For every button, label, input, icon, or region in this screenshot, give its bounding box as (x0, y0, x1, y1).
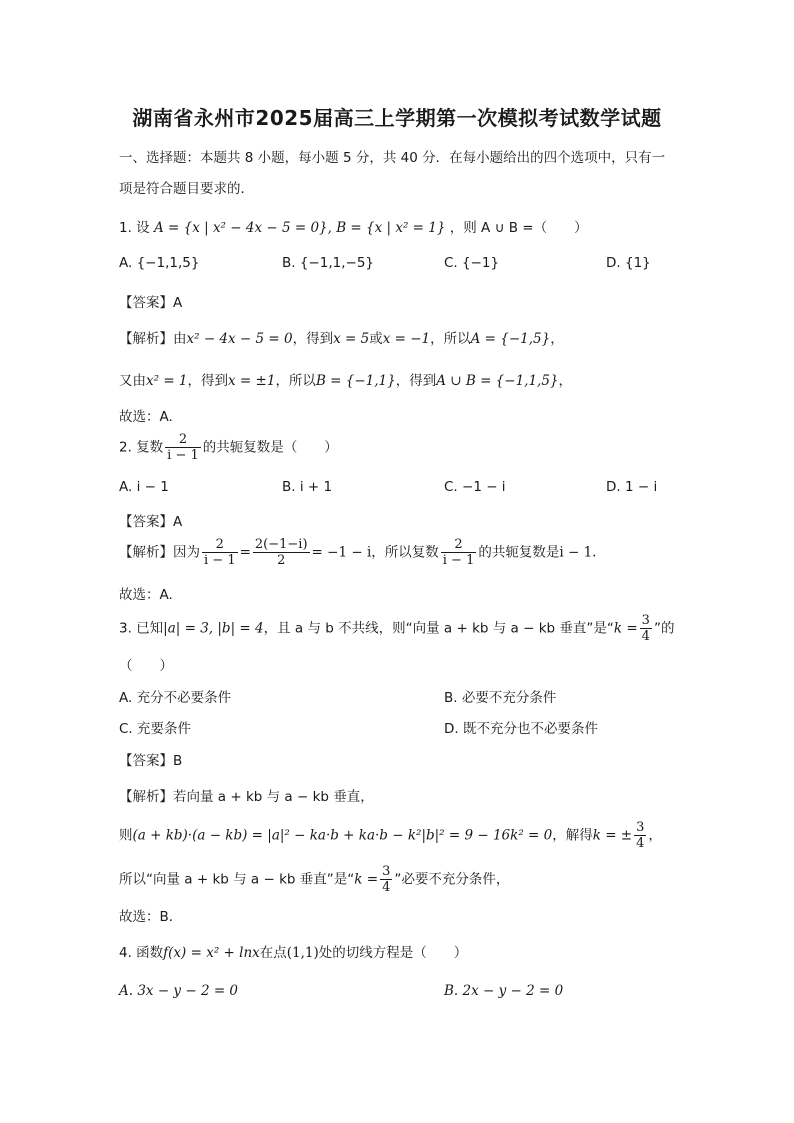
question-3-analysis-line1: 【解析】若向量 a + kb 与 a − kb 垂直， (119, 789, 374, 805)
question-2-choose: 故选：A. (119, 587, 173, 603)
question-2-fraction: $\frac{2}{i - 1}$ (167, 432, 199, 463)
question-4-option-a: A. 3x − y − 2 = 0 (119, 983, 239, 999)
question-1-option-d: D. {1} (606, 255, 651, 271)
question-3-option-c: C. 充要条件 (119, 721, 192, 737)
question-1-option-b: B. {−1,1,−5} (282, 255, 374, 271)
page-title: 湖南省永州市2025届高三上学期第一次模拟考试数学试题 (132, 106, 662, 130)
question-1-option-c: C. {−1} (444, 255, 500, 271)
question-3-option-b: B. 必要不充分条件 (444, 690, 557, 706)
question-1-sets: A = {x | x² − 4x − 5 = 0}, B = {x | x² = 1} (153, 220, 446, 236)
question-3-option-a: A. 充分不必要条件 (119, 690, 232, 706)
question-1-option-a: A. {−1,1,5} (119, 255, 200, 271)
question-3-paren: （ ） (119, 658, 173, 674)
question-3-analysis-line2: 则(a + kb)·(a − kb) = |a|² − ka·b + ka·b − k²|b|² = 9 − 16k² = 0，解得k = ± $\frac{3}{4}$ ， (119, 820, 662, 851)
question-3-analysis-line3: 所以“向量 a + kb 与 a − kb 垂直”是“k = $\frac{3}{4}$ ”必要不充分条件， (119, 864, 510, 895)
question-2-answer: 【答案】A (119, 514, 183, 530)
section-instructions-line1: 一、选择题：本题共 8 小题，每小题 5 分，共 40 分．在每小题给出的四个选项中，只有一 (119, 150, 666, 166)
question-2-option-c: C. −1 − i (444, 479, 506, 495)
question-2-analysis: 【解析】因为 $\frac{2}{i - 1}$ = $\frac{2(-1-i)}{2}$ = −1 − i，所以复数 $\frac{2}{i - 1}$ 的共轭复数是i − 1. (119, 537, 597, 568)
question-2-option-b: B. i + 1 (282, 479, 333, 495)
question-2-option-d: D. 1 − i (606, 479, 658, 495)
question-3-option-d: D. 既不充分也不必要条件 (444, 721, 598, 737)
question-1-answer: 【答案】A (119, 295, 183, 311)
question-3-answer: 【答案】B (119, 753, 183, 769)
question-1-choose: 故选：A. (119, 409, 173, 425)
question-4-option-b: B. 2x − y − 2 = 0 (444, 983, 564, 999)
question-3-choose: 故选：B． (119, 909, 183, 925)
question-1-analysis-line2: 又由x² = 1，得到x = ±1，所以B = {−1,1}，得到A ∪ B = {−1,1,5}， (119, 373, 573, 389)
question-1-stem: 1. 设 A = {x | x² − 4x − 5 = 0}, B = {x | x² = 1} ，则 A ∪ B =（ ） (119, 220, 588, 236)
section-instructions-line2: 项是符合题目要求的． (119, 181, 254, 197)
question-2-stem: 2. 复数 $\frac{2}{i - 1}$ 的共轭复数是（ ） (119, 432, 338, 463)
question-4-stem: 4. 函数f(x) = x² + lnx在点(1,1)处的切线方程是（ ） (119, 945, 468, 961)
question-1-analysis-line1: 【解析】由x² − 4x − 5 = 0，得到x = 5或x = −1，所以A = {−1,5}， (119, 331, 564, 347)
question-3-stem: 3. 已知|a| = 3, |b| = 4，且 a 与 b 不共线，则“向量 a + kb 与 a − kb 垂直”是“k = $\frac{3}{4}$ ”的 (119, 613, 675, 644)
question-2-option-a: A. i − 1 (119, 479, 169, 495)
